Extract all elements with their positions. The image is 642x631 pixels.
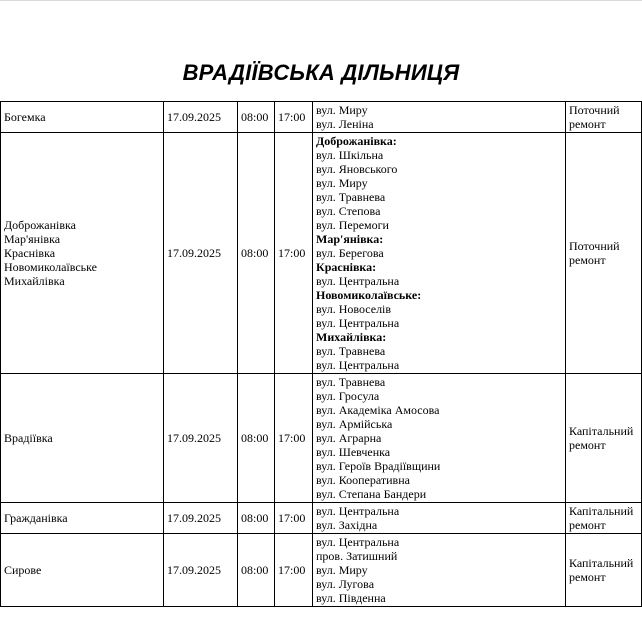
street-name: вул. Новоселів	[316, 302, 392, 316]
start-time-cell: 08:00	[238, 374, 275, 503]
street-name: вул. Центральна	[316, 535, 400, 549]
village-name: Доброжанівка	[4, 218, 77, 232]
street-name: вул. Яновського	[316, 162, 398, 176]
start-time-cell: 08:00	[238, 503, 275, 534]
streets-cell	[313, 102, 566, 133]
street-name: вул. Леніна	[316, 117, 374, 131]
village-name: Гражданівка	[4, 511, 68, 525]
end-time-cell: 17:00	[275, 503, 313, 534]
settlement-label: Новомиколаївське:	[316, 288, 422, 302]
street-name: пров. Затишний	[316, 549, 398, 563]
start-time-cell: 08:00	[238, 102, 275, 133]
village-name: Новомиколаївське	[4, 260, 97, 274]
settlement-label: Михайлівка:	[316, 330, 387, 344]
streets-cell	[313, 133, 566, 374]
work-type-text: Поточний	[569, 239, 620, 253]
street-name: вул. Травнева	[316, 190, 386, 204]
village-name: Михайлівка	[4, 274, 65, 288]
end-time-cell: 17:00	[275, 102, 313, 133]
settlement-label: Мар'янівка:	[316, 232, 384, 246]
street-name: вул. Академіка Амосова	[316, 403, 440, 417]
end-time-cell: 17:00	[275, 374, 313, 503]
street-name: вул. Шкільна	[316, 148, 384, 162]
street-name: вул. Степова	[316, 204, 381, 218]
table-row	[1, 534, 642, 607]
street-name: вул. Берегова	[316, 246, 384, 260]
village-name: Мар'янівка	[4, 232, 61, 246]
page-title: ВРАДІЇВСЬКА ДІЛЬНИЦЯ	[182, 60, 460, 85]
schedule-body	[1, 102, 642, 607]
date-cell: 17.09.2025	[164, 503, 238, 534]
street-name: вул. Миру	[316, 176, 368, 190]
street-name: вул. Травнева	[316, 344, 386, 358]
work-type-cell	[566, 102, 642, 133]
work-type-text: Капітальний	[569, 504, 634, 518]
street-name: вул. Перемоги	[316, 218, 389, 232]
table-row	[1, 102, 642, 133]
street-name: вул. Героїв Врадіївщини	[316, 459, 441, 473]
village-name: Богемка	[4, 110, 46, 124]
end-time-cell: 17:00	[275, 133, 313, 374]
work-type-text: Капітальний	[569, 424, 634, 438]
work-type-cell	[566, 133, 642, 374]
settlement-label: Краснівка:	[316, 260, 377, 274]
street-name: вул. Аграрна	[316, 431, 382, 445]
street-name: вул. Армійська	[316, 417, 393, 431]
work-type-text: Поточний	[569, 103, 620, 117]
work-type-cell	[566, 503, 642, 534]
street-name: вул. Центральна	[316, 274, 400, 288]
work-type-text: ремонт	[569, 253, 606, 267]
start-time-cell: 08:00	[238, 534, 275, 607]
date-cell: 17.09.2025	[164, 374, 238, 503]
village-name: Врадіївка	[4, 431, 53, 445]
street-name: вул. Центральна	[316, 504, 400, 518]
street-name: вул. Південна	[316, 591, 386, 605]
village-cell	[1, 133, 164, 374]
street-name: вул. Центральна	[316, 316, 400, 330]
streets-cell	[313, 534, 566, 607]
table-row	[1, 374, 642, 503]
street-name: вул. Травнева	[316, 375, 386, 389]
date-cell: 17.09.2025	[164, 102, 238, 133]
settlement-label: Доброжанівка:	[316, 134, 397, 148]
village-name: Краснівка	[4, 246, 56, 260]
street-name: вул. Кооперативна	[316, 473, 410, 487]
streets-cell	[313, 374, 566, 503]
street-name: вул. Лугова	[316, 577, 375, 591]
start-time-cell: 08:00	[238, 133, 275, 374]
work-type-text: ремонт	[569, 570, 606, 584]
end-time-cell: 17:00	[275, 534, 313, 607]
top-rule	[0, 0, 642, 1]
street-name: вул. Західна	[316, 518, 378, 532]
date-cell: 17.09.2025	[164, 133, 238, 374]
village-cell	[1, 374, 164, 503]
village-cell	[1, 102, 164, 133]
work-type-cell	[566, 374, 642, 503]
street-name: вул. Миру	[316, 563, 368, 577]
work-type-text: Капітальний	[569, 556, 634, 570]
street-name: вул. Степана Бандери	[316, 487, 427, 501]
date-cell: 17.09.2025	[164, 534, 238, 607]
village-name: Сирове	[4, 563, 42, 577]
work-type-text: ремонт	[569, 117, 606, 131]
work-type-text: ремонт	[569, 438, 606, 452]
work-type-cell	[566, 534, 642, 607]
table-row	[1, 133, 642, 374]
street-name: вул. Центральна	[316, 358, 400, 372]
street-name: вул. Гросула	[316, 389, 380, 403]
table-row	[1, 503, 642, 534]
village-cell	[1, 534, 164, 607]
streets-cell	[313, 503, 566, 534]
street-name: вул. Шевченка	[316, 445, 391, 459]
work-type-text: ремонт	[569, 518, 606, 532]
street-name: вул. Миру	[316, 103, 368, 117]
outage-schedule-table	[0, 101, 642, 607]
village-cell	[1, 503, 164, 534]
